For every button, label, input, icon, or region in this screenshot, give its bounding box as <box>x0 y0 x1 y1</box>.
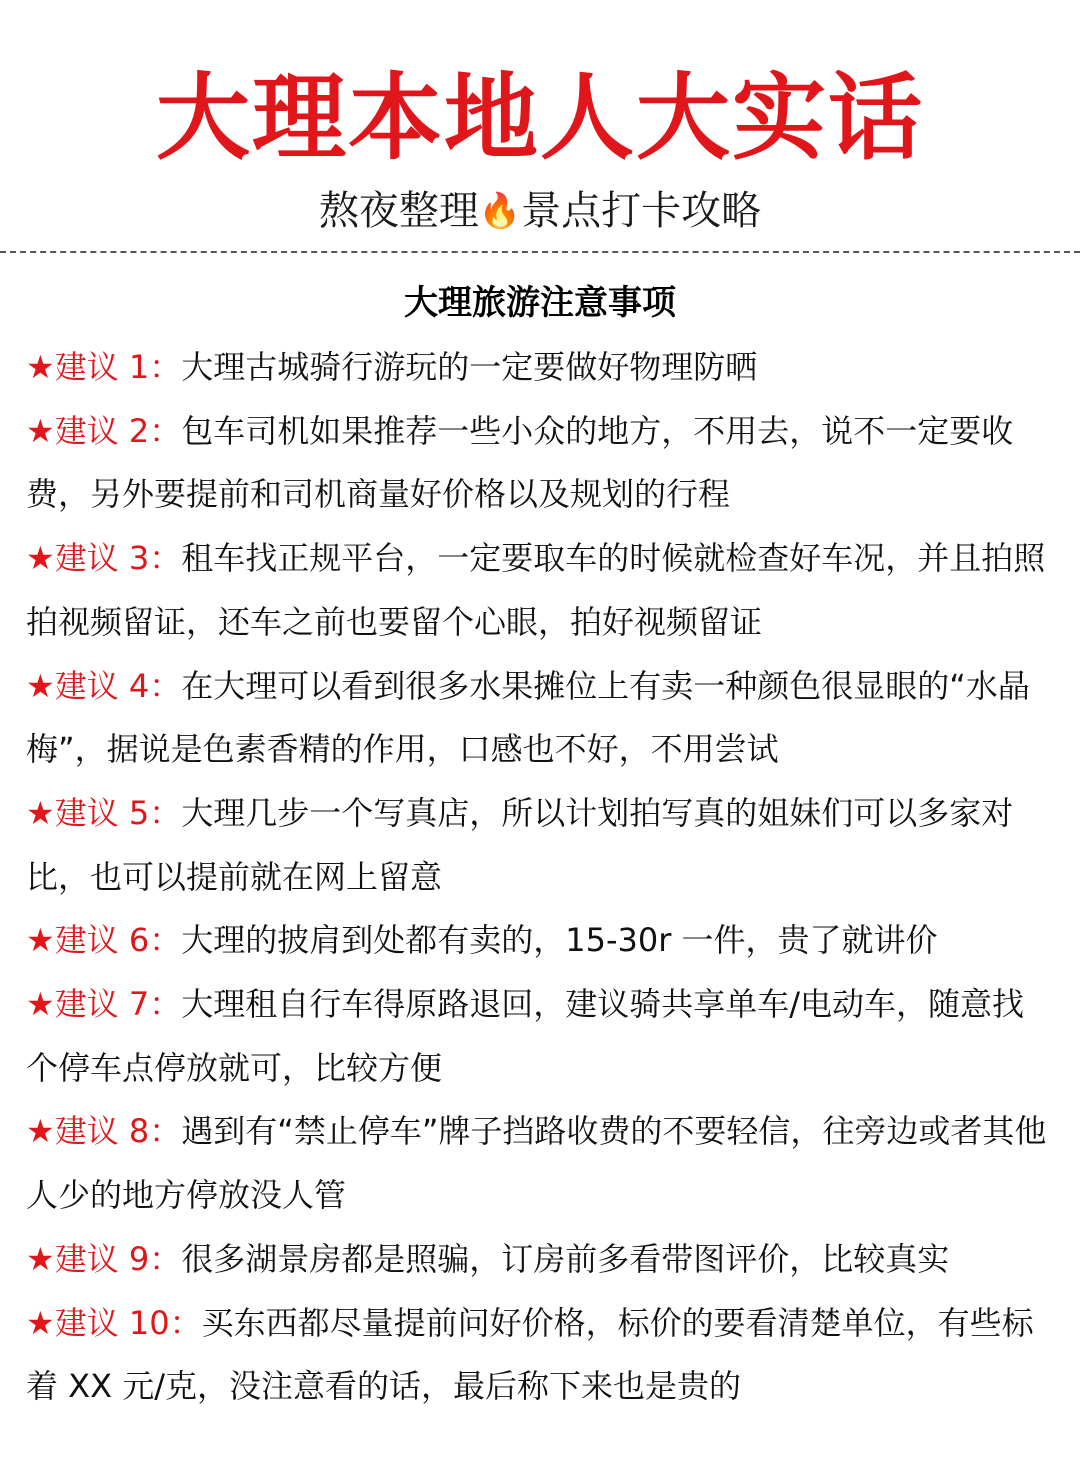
star-icon: ★ <box>26 921 55 960</box>
tip-label: 建议 7： <box>54 985 182 1024</box>
star-icon: ★ <box>26 539 55 578</box>
star-icon: ★ <box>26 411 55 450</box>
subtitle-right: 景点打卡攻略 <box>521 188 762 234</box>
tip-label: 建议 5： <box>54 793 182 832</box>
star-icon: ★ <box>26 793 55 832</box>
tip-text: 买东西都尽量提前问好价格，标价的要看清楚单位，有些标着 XX 元/克，没注意看的话，最后称下来也是贵的 <box>26 1303 1034 1406</box>
tip-item-9 <box>26 1228 1056 1292</box>
tip-text: 包车司机如果推荐一些小众的地方，不用去，说不一定要收费，另外要提前和司机商量好价格以及规划的行程 <box>26 411 1014 514</box>
tip-label: 建议 6： <box>54 921 182 960</box>
tip-text: 在大理可以看到很多水果摊位上有卖一种颜色很显眼的“水晶梅”，据说是色素香精的作用，口感也不好，不用尝试 <box>26 666 1030 769</box>
tip-item-5 <box>26 782 1056 909</box>
section-title: 大理旅游注意事项 <box>404 283 676 323</box>
tip-text: 大理古城骑行游玩的一定要做好物理防晒 <box>181 348 758 386</box>
tip-text: 遇到有“禁止停车”牌子挡路收费的不要轻信，往旁边或者其他人少的地方停放没人管 <box>26 1112 1047 1215</box>
page-title: 大理本地人大实话 <box>155 64 924 173</box>
tip-item-1 <box>26 336 1056 400</box>
tip-label: 建议 4： <box>54 666 182 705</box>
tip-text: 大理的披肩到处都有卖的，15-30r 一件，贵了就讲价 <box>181 921 938 960</box>
tip-item-6 <box>26 909 1056 973</box>
tip-text: 大理几步一个写真店，所以计划拍写真的姐妹们可以多家对比，也可以提前就在网上留意 <box>26 793 1014 896</box>
fire-icon: 🔥 <box>478 191 522 231</box>
tip-item-3 <box>26 527 1056 654</box>
star-icon: ★ <box>26 985 55 1024</box>
tip-item-4 <box>26 655 1056 782</box>
tip-text: 租车找正规平台，一定要取车的时候就检查好车况，并且拍照拍视频留证，还车之前也要留个心眼，拍好视频留证 <box>26 539 1046 641</box>
tip-item-2 <box>26 400 1056 527</box>
page-subtitle <box>0 183 1080 239</box>
tip-label: 建议 10： <box>54 1303 202 1342</box>
star-icon: ★ <box>26 1112 55 1151</box>
tip-text: 大理租自行车得原路退回，建议骑共享单车/电动车，随意找个停车点停放就可，比较方便 <box>26 985 1025 1087</box>
tip-label: 建议 1： <box>54 348 182 386</box>
tips-list <box>26 336 1056 1419</box>
tip-label: 建议 9： <box>54 1239 182 1278</box>
tip-text: 很多湖景房都是照骗，订房前多看带图评价，比较真实 <box>181 1239 950 1278</box>
dashed-divider <box>0 251 1080 253</box>
subtitle-left: 熬夜整理 <box>318 188 479 234</box>
tip-label: 建议 8： <box>54 1112 182 1151</box>
star-icon: ★ <box>26 1303 55 1342</box>
star-icon: ★ <box>26 666 55 705</box>
tip-label: 建议 2： <box>54 411 182 450</box>
tip-label: 建议 3： <box>54 539 182 578</box>
star-icon: ★ <box>26 1239 55 1278</box>
tip-item-8 <box>26 1100 1056 1227</box>
star-icon: ★ <box>26 348 55 386</box>
tip-item-7 <box>26 973 1056 1100</box>
tip-item-10 <box>26 1292 1056 1419</box>
